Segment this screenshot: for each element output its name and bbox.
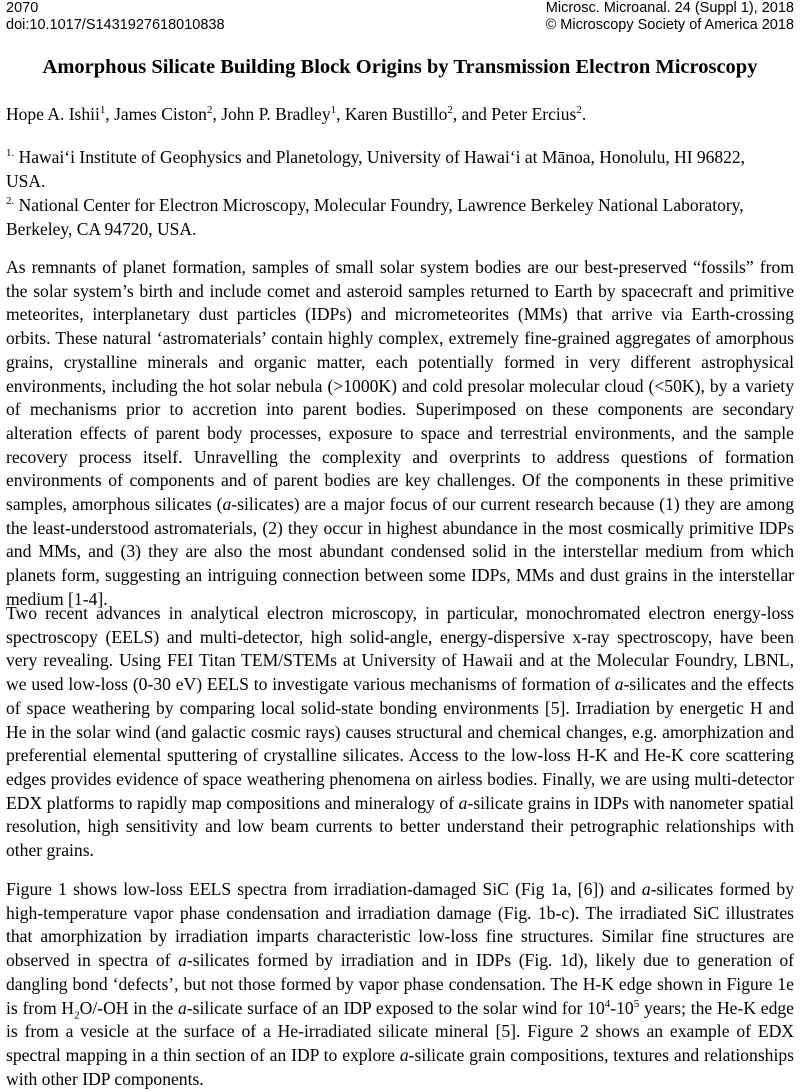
italic-text: a xyxy=(177,997,187,1018)
page-header-right xyxy=(546,0,794,34)
affiliation-text: National Center for Electron Microscopy, Molecular Foundry, Lawrence Berkeley National Laboratory, Berkeley, CA 94720, USA. xyxy=(6,195,744,239)
paper-title: Amorphous Silicate Building Block Origins by Transmission Electron Microscopy xyxy=(42,56,758,78)
text-run: -silicates and the effects of space weathering by comparing local solid-state bonding environments [5]. Irradiation by energetic H and He in the solar wind (and galactic cosmic rays) causes structural and chemical changes, e.g. amorphization and preferential elemental sputtering of crystalline silicates. Access to the low-loss H-K and He-K core scattering edges provides evidence of space weathering phenomena on airless bodies. Finally, we are using multi-detector EDX platforms to rapidly map compositions and mineralogy of xyxy=(6,674,794,813)
copyright: © Microscopy Society of America 2018 xyxy=(545,17,794,33)
italic-text: a xyxy=(641,879,651,899)
text-run: Figure 1 shows low-loss EELS spectra from irradiation-damaged SiC (Fig 1a, [6]) and xyxy=(6,879,642,899)
author-name: Peter Ercius xyxy=(491,104,577,124)
author-list xyxy=(6,104,586,125)
author-name: John P. Bradley xyxy=(221,104,331,124)
journal-citation: Microsc. Microanal. 24 (Suppl 1), 2018 xyxy=(545,0,794,16)
italic-text: a xyxy=(614,674,624,695)
text-run: -silicate grain compositions, textures and relationships with other IDP components. xyxy=(6,1044,794,1089)
text-run: -silicates formed by high-temperature vapor phase condensation and irradiation damage (Fig. 1b-c). The irradiated SiC illustrates that amorphization by irradiation imparts characteristic low-loss fine structures. Similar fine structures are observed in spectra of xyxy=(6,879,794,971)
author-separator: , xyxy=(212,104,222,124)
affiliation-mark: 2. xyxy=(6,195,15,208)
author-affiliation-mark: 1 xyxy=(99,104,106,117)
doi: doi:10.1017/S1431927618010838 xyxy=(6,17,225,33)
italic-text: a xyxy=(399,1044,409,1065)
author-separator: , xyxy=(105,104,115,124)
author-name: Hope A. Ishii xyxy=(6,104,100,124)
author-separator: , xyxy=(336,104,345,124)
page-number: 2070 xyxy=(6,0,39,16)
body-paragraph-3 xyxy=(6,878,794,1091)
author-name: Karen Bustillo xyxy=(344,104,448,124)
italic-text: a xyxy=(178,950,187,971)
text-run: O/-OH in the xyxy=(79,997,178,1018)
body-paragraph-2 xyxy=(6,602,794,863)
affiliation-mark: 1. xyxy=(6,147,15,160)
author-separator: , and xyxy=(452,104,492,124)
text-run: -silicate grains in IDPs with nanometer spatial resolution, high sensitivity and low beam currents to better understand their petrographic relationships with other grains. xyxy=(6,792,794,861)
italic-text: a xyxy=(222,494,232,515)
affiliation-text: Hawai‘i Institute of Geophysics and Planetology, University of Hawai‘i at Mānoa, Honolulu, HI 96822, USA. xyxy=(6,147,746,191)
page-header-left xyxy=(6,0,225,34)
text-run: -silicates) are a major focus of our current research because (1) they are among the least-understood astromaterials, (2) they occur in highest abundance in the most cosmically primitive IDPs and MMs, and (3) they are also the most abundant condensed solid in the interstellar medium from which planets form, suggesting an intriguing connection between some IDPs, MMs and dust grains in the interstellar medium [1-4]. xyxy=(6,494,794,609)
text-run: -10 xyxy=(610,997,634,1018)
text-run: As remnants of planet formation, samples of small solar system bodies are our best-preserved “fossils” from the solar system’s birth and include comet and asteroid samples returned to Earth by spacecraft and primitive meteorites, interplanetary dust particles (IDPs) and micrometeorites (MMs) that arrive via Earth-crossing orbits. These natural ‘astromaterials’ contain highly complex, extremely fine-grained aggregates of amorphous grains, crystalline minerals and organic matter, each potentially formed in very different astrophysical environments, including the hot solar nebula (>1000K) and cold presolar molecular cloud (<50K), by a variety of mechanisms prior to accretion into parent bodies. Superimposed on these components are secondary alteration effects of parent body processes, exposure to space and terrestrial environments, and the sample recovery process itself. Unravelling the complexity and overprints to address questions of formation environments of components and of parent bodies are key challenges. Of the components in these primitive samples, amorphous silicates ( xyxy=(6,257,794,515)
text-run: -silicate surface of an IDP exposed to the solar wind for 10 xyxy=(186,997,605,1018)
author-separator: . xyxy=(581,104,587,124)
italic-text: a xyxy=(458,792,468,813)
text-run: years; the He-K edge is from a vesicle at the surface of a He-irradiated silicate mineral [5]. Figure 2 shows an example of EDX spectral mapping in a thin section of an IDP to explore xyxy=(6,997,794,1065)
superscript: 4 xyxy=(604,997,611,1010)
text-run: -silicates formed by irradiation and in IDPs (Fig. 1d), likely due to generation of dangling bond ‘defects’, but not those formed by vapor phase condensation. The H-K edge shown in Figure 1e is from H xyxy=(6,950,795,1018)
author-affiliation-mark: 2 xyxy=(576,104,582,117)
subscript: 2 xyxy=(74,1009,80,1022)
author-name: James Ciston xyxy=(114,104,207,124)
text-run: Two recent advances in analytical electron microscopy, in particular, monochromated electron energy-loss spectroscopy (EELS) and multi-detector, high solid-angle, energy-dispersive x-ray spectroscopy, have been very revealing. Using FEI Titan TEM/STEMs at University of Hawaii and at the Molecular Foundry, LBNL, we used low-loss (0-30 eV) EELS to investigate various mechanisms of formation of xyxy=(6,603,794,695)
author-affiliation-mark: 2 xyxy=(447,104,453,117)
superscript: 5 xyxy=(633,997,640,1010)
body-paragraph-1 xyxy=(6,256,794,612)
author-affiliation-mark: 1 xyxy=(330,104,337,117)
affiliation-1 xyxy=(6,145,766,193)
affiliation-2 xyxy=(6,193,766,241)
author-affiliation-mark: 2 xyxy=(206,104,213,117)
